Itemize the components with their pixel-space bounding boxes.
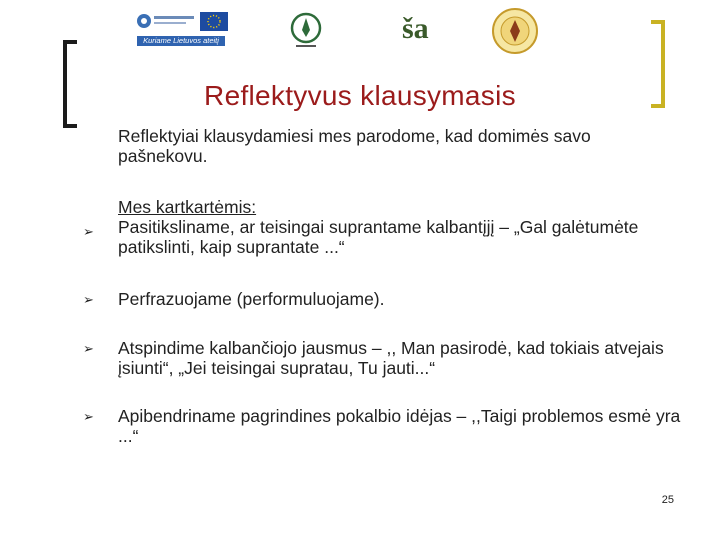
eu-funds-caption: Kuriame Lietuvos ateitį xyxy=(143,36,219,45)
bullet-arrow-icon: ➢ xyxy=(83,341,94,356)
bullet-item-1-text: Pasitiksliname, ar teisingai suprantame kalbantįjį – „Gal galėtumėte patikslinti, kaip suprantate ...“ xyxy=(118,217,639,257)
association-emblem-logo xyxy=(286,10,326,50)
round-seal-logo xyxy=(491,7,539,55)
bullet-item-3: Atspindime kalbančiojo jausmus – ,, Man pasirodė, kad tokiais atvejais įsiunti“, „Jei teisingai supratau, Tu jauti...“ xyxy=(118,338,664,378)
svg-text:ša: ša xyxy=(402,12,429,45)
bullet-arrow-icon: ➢ xyxy=(83,409,94,424)
sa-monogram-logo xyxy=(400,8,440,46)
bullet-arrow-icon: ➢ xyxy=(83,292,94,307)
page-number: 25 xyxy=(661,494,674,506)
intro-paragraph: Reflektyiai klausydamiesi mes parodome, kad domimės savo pašnekovu. xyxy=(118,126,591,166)
bullet-item-4: Apibendriname pagrindines pokalbio idėjas – ,,Taigi problemos esmė yra ...“ xyxy=(118,406,681,446)
bullet-arrow-icon: ➢ xyxy=(83,224,94,239)
bullet-heading: Mes kartkartėmis: xyxy=(118,197,257,217)
slide-title: Reflektyvus klausymasis xyxy=(204,80,516,111)
bullet-item-2: Perfrazuojame (performuluojame). xyxy=(118,289,385,309)
bullet-item-1 xyxy=(118,197,688,257)
